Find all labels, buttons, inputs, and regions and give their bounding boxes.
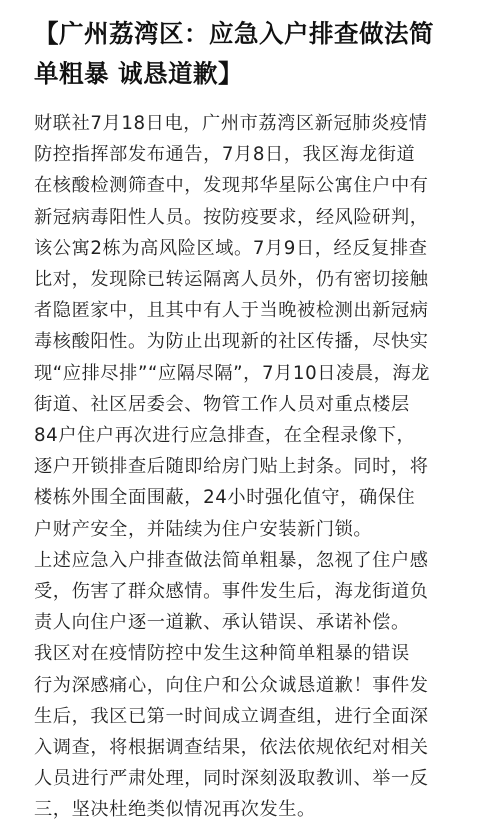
body-line: 比对，发现除已转运隔离人员外，仍有密切接触 <box>34 269 429 291</box>
body-line: 新冠病毒阳性人员。按防疫要求，经风险研判， <box>34 206 429 228</box>
body-line: 该公寓2栋为高风险区域。7月9日，经反复排查 <box>34 237 428 259</box>
body-line: 84户住户再次进行应急排查，在全程录像下， <box>34 425 416 447</box>
body-line: 财联社7月18日电，广州市荔湾区新冠肺炎疫情 <box>34 113 428 134</box>
body-line: 入调查，将根据调查结果，依法依规依纪对相关 <box>34 737 429 759</box>
body-line: 生后，我区已第一时间成立调查组，进行全面深 <box>34 705 429 727</box>
headline-line-2: 单粗暴 诚恳道歉】 <box>34 59 244 88</box>
body-line: 人员进行严肃处理，同时深刻汲取教训、举一反 <box>34 768 429 790</box>
article-body <box>34 108 478 826</box>
body-line: 上述应急入户排查做法简单粗暴，忽视了住户感 <box>34 549 429 571</box>
body-line: 防控指挥部发布通告，7月8日，我区海龙街道 <box>34 144 416 166</box>
body-line: 毒核酸阳性。为防止出现新的社区传播，尽快实 <box>34 331 429 353</box>
body-line: 逐户开锁排查后随即给房门贴上封条。同时，将 <box>34 456 429 478</box>
headline-line-1: 【广州荔湾区：应急入户排查做法简 <box>34 19 434 48</box>
body-line: 责人向住户逐一道歉、承认错误、承诺补偿。 <box>34 612 410 634</box>
body-line: 在核酸检测筛查中，发现邦华星际公寓住户中有 <box>34 175 429 197</box>
body-line: 三，坚决杜绝类似情况再次发生。 <box>34 799 316 821</box>
body-line: 现“应排尽排”“应隔尽隔”，7月10日凌晨，海龙 <box>34 362 430 384</box>
body-line: 街道、社区居委会、物管工作人员对重点楼层 <box>34 393 410 415</box>
body-line: 我区对在疫情防控中发生这种简单粗暴的错误 <box>34 643 410 665</box>
body-line: 受，伤害了群众感情。事件发生后，海龙街道负 <box>34 581 429 603</box>
body-line: 户财产安全，并陆续为住户安装新门锁。 <box>34 518 373 540</box>
article-headline <box>34 14 478 94</box>
body-line: 行为深感痛心，向住户和公众诚恳道歉！事件发 <box>34 674 429 696</box>
body-line: 者隐匿家中，且其中有人于当晚被检测出新冠病 <box>34 300 429 322</box>
body-line: 楼栋外围全面围蔽，24小时强化值守，确保住 <box>34 487 416 509</box>
